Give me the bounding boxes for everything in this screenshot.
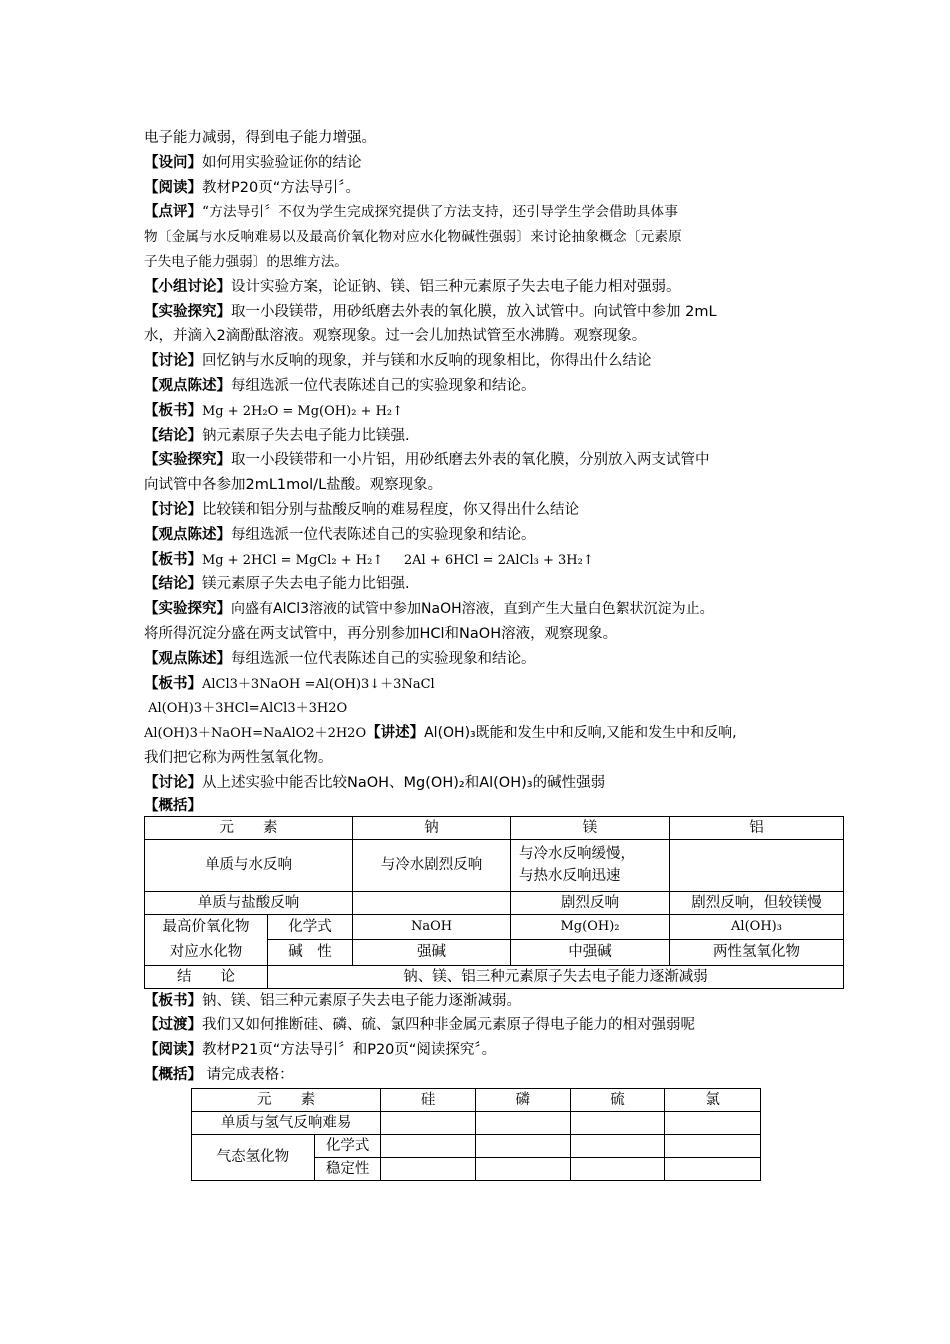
text-line: 【结论】钠元素原子失去电子能力比镁强. xyxy=(144,427,410,444)
table-cell: Mg(OH)₂ xyxy=(511,914,670,940)
table-cell xyxy=(475,1111,570,1134)
table-cell: 单质与盐酸反响 xyxy=(145,891,353,914)
table-cell xyxy=(381,1157,476,1180)
table-row xyxy=(145,914,844,940)
text-line: 将所得沉淀分盛在两支试管中，再分别参加HCl和NaOH溶液，观察现象。 xyxy=(144,625,618,642)
table-cell xyxy=(381,1134,476,1157)
table-cell: 强碱 xyxy=(353,940,511,966)
table-cell: 稳定性 xyxy=(314,1157,380,1180)
table-cell: 钠、镁、铝三种元素原子失去电子能力逐渐减弱 xyxy=(268,965,844,988)
text-line: 子失电子能力强弱〕的思维方法。 xyxy=(144,253,348,270)
text-line: 【过渡】我们又如何推断硅、磷、硫、氯四种非金属元素原子得电子能力的相对强弱呢 xyxy=(144,1017,695,1034)
table-cell: 中强碱 xyxy=(511,940,670,966)
equation-line: Al(OH)3＋3HCl=AlCl3＋3H2O xyxy=(144,701,348,717)
table-cell: 剧烈反响，但较镁慢 xyxy=(670,891,844,914)
table-cell: 铝 xyxy=(670,816,844,839)
table-cell: 元 素 xyxy=(192,1088,381,1111)
table-cell: 与冷水剧烈反响 xyxy=(353,839,511,891)
text-line: 【观点陈述】每组选派一位代表陈述自己的实验现象和结论。 xyxy=(144,526,536,543)
table-cell: NaOH xyxy=(353,914,511,940)
table-cell xyxy=(670,839,844,891)
table-row xyxy=(192,1088,761,1111)
metal-comparison-table xyxy=(144,816,844,989)
text-line: 【讨论】比较镁和铝分别与盐酸反响的难易程度，你又得出什么结论 xyxy=(144,501,579,518)
table-cell: 硫 xyxy=(570,1088,665,1111)
table-cell: 碱 性 xyxy=(268,940,353,966)
table-row xyxy=(145,965,844,988)
text-line: 【观点陈述】每组选派一位代表陈述自己的实验现象和结论。 xyxy=(144,377,536,394)
text-line: 【实验探究】向盛有AlCl3溶液的试管中参加NaOH溶液，直到产生大量白色絮状沉淀为止。 xyxy=(144,601,714,618)
table-cell xyxy=(665,1157,761,1180)
text-line: 【阅读】教材P20页“方法导引〞。 xyxy=(144,179,360,196)
table-row xyxy=(145,816,844,839)
text-line: 物〔金属与水反响难易以及最高价氧化物对应水化物碱性强弱〕来讨论抽象概念〔元素原 xyxy=(144,229,682,246)
table-cell: 单质与氢气反响难易 xyxy=(192,1111,381,1134)
table-cell xyxy=(665,1111,761,1134)
text-line: 【设问】如何用实验验证你的结论 xyxy=(144,154,362,171)
table-cell: 硅 xyxy=(381,1088,476,1111)
equation-line: 【板书】Mg + 2H₂O = Mg(OH)₂ + H₂↑ xyxy=(144,402,404,419)
equation-line: Al(OH)3＋NaOH=NaAlO2＋2H2O【讲述】Al(OH)₃既能和发生中和反响,又能和发生中和反响, xyxy=(144,725,737,742)
equation-line: 【板书】Mg + 2HCl = MgCl₂ + H₂↑ 2Al + 6HCl = 2AlCl₃ + 3H₂↑ xyxy=(144,551,594,568)
table-cell: 化学式 xyxy=(314,1134,380,1157)
table-cell xyxy=(570,1134,665,1157)
equation-line: 【板书】AlCl3＋3NaOH =Al(OH)3↓＋3NaCl xyxy=(144,675,435,692)
table-cell: 磷 xyxy=(475,1088,570,1111)
text-line: 向试管中各参加2mL1mol/L盐酸。观察现象。 xyxy=(144,477,443,494)
text-line: 【实验探究】取一小段镁带和一小片铝，用砂纸磨去外表的氧化膜，分别放入两支试管中 xyxy=(144,452,710,469)
table-cell: 气态氢化物 xyxy=(192,1134,315,1180)
table-row xyxy=(145,839,844,891)
text-line: 【阅读】教材P21页“方法导引〞和P20页“阅读探究〞。 xyxy=(144,1042,497,1059)
text-line: 【结论】镁元素原子失去电子能力比铝强. xyxy=(144,576,410,593)
text-line: 【观点陈述】每组选派一位代表陈述自己的实验现象和结论。 xyxy=(144,650,536,667)
text-line: 【概括】 请完成表格： xyxy=(144,1066,294,1083)
table-cell: 剧烈反响 xyxy=(511,891,670,914)
text-line: 【讨论】回忆钠与水反响的现象，并与镁和水反响的现象相比，你得出什么结论 xyxy=(144,353,652,370)
table-cell: 氯 xyxy=(665,1088,761,1111)
table-row xyxy=(145,891,844,914)
table-cell: Al(OH)₃ xyxy=(670,914,844,940)
table-cell: 化学式 xyxy=(268,914,353,940)
text-line: 电子能力减弱，得到电子能力增强。 xyxy=(144,130,376,146)
table-cell: 单质与水反响 xyxy=(145,839,353,891)
text-line: 水，并滴入2滴酚酞溶液。观察现象。过一会儿加热试管至水沸腾。观察现象。 xyxy=(144,328,647,345)
table-cell: 结 论 xyxy=(145,965,268,988)
table-cell: 与冷水反响缓慢， 与热水反响迅速 xyxy=(511,839,670,891)
text-line: 【小组讨论】设计实验方案，论证钠、镁、铝三种元素原子失去电子能力相对强弱。 xyxy=(144,278,681,295)
text-line: 【概括】 xyxy=(144,797,202,814)
table-cell xyxy=(353,891,511,914)
table-cell xyxy=(475,1157,570,1180)
table-row xyxy=(192,1134,761,1157)
table-cell xyxy=(475,1134,570,1157)
table-cell: 元 素 xyxy=(145,816,353,839)
document-body xyxy=(144,126,824,1181)
text-line: 【讨论】从上述实验中能否比较NaOH、Mg(OH)₂和Al(OH)₃的碱性强弱 xyxy=(144,774,606,791)
table-cell xyxy=(570,1157,665,1180)
table-cell xyxy=(665,1134,761,1157)
table-cell: 两性氢氧化物 xyxy=(670,940,844,966)
text-line: 【板书】钠、镁、铝三种元素原子失去电子能力逐渐减弱。 xyxy=(144,992,521,1009)
table-cell: 钠 xyxy=(353,816,511,839)
nonmetal-table xyxy=(191,1088,761,1181)
text-line: 我们把它称为两性氢氧化物。 xyxy=(144,749,333,766)
text-line: 【实验探究】取一小段镁带，用砂纸磨去外表的氧化膜，放入试管中。向试管中参加 2mL xyxy=(144,303,717,320)
text-line: 【点评】“方法导引〞不仅为学生完成探究提供了方法支持，还引导学生学会借助具体事 xyxy=(144,204,679,221)
table-row xyxy=(192,1111,761,1134)
table-cell xyxy=(570,1111,665,1134)
table-cell xyxy=(381,1111,476,1134)
table-cell: 最高价氧化物 对应水化物 xyxy=(145,914,268,965)
table-cell: 镁 xyxy=(511,816,670,839)
